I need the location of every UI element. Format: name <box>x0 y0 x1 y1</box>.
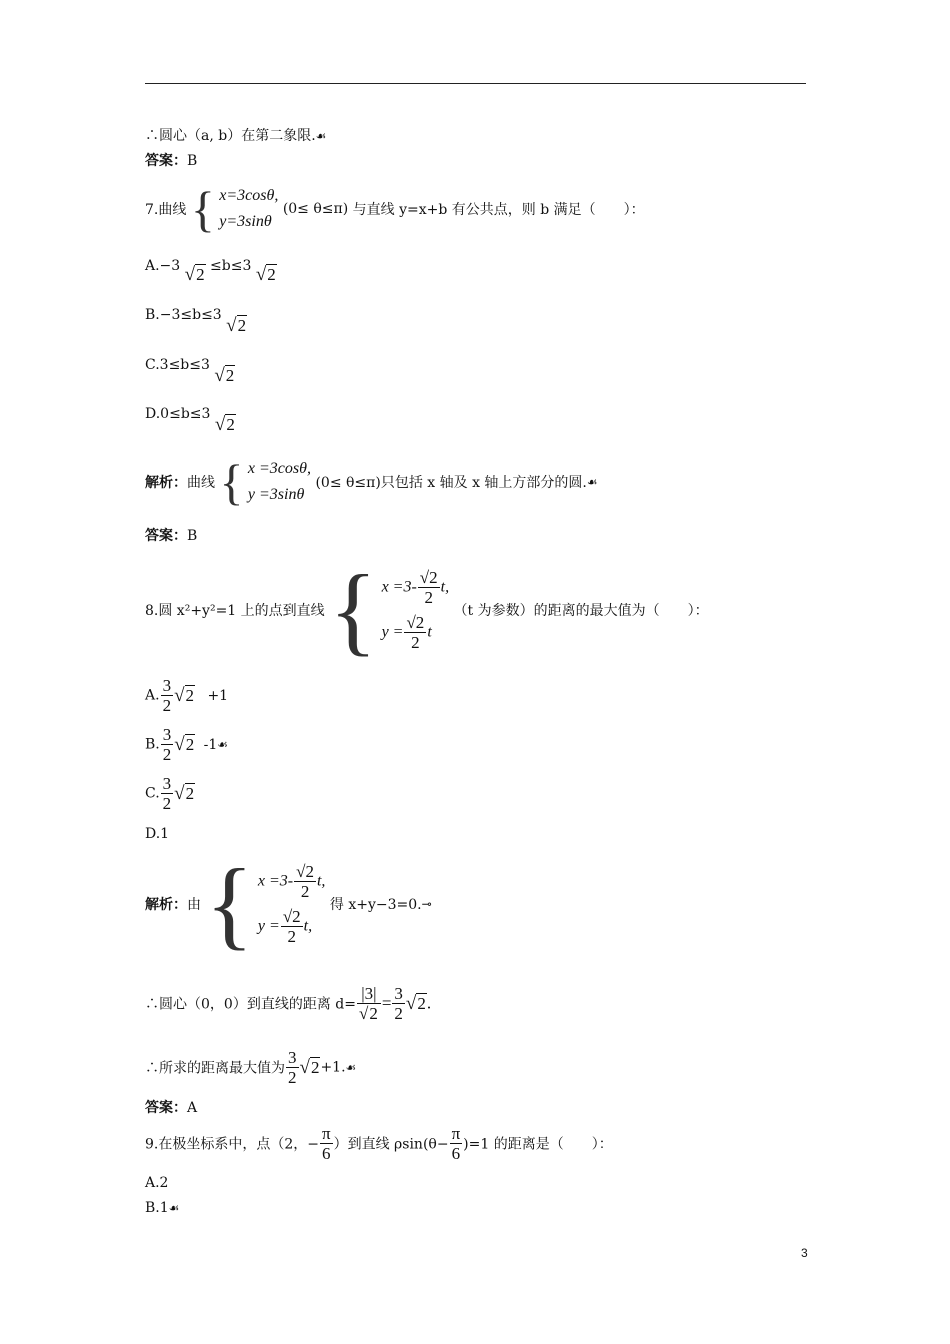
option-b: B.−3≤b≤3 √2 <box>145 307 247 336</box>
brace-icon: { <box>190 181 215 237</box>
answer-line: 答案：A <box>145 1100 198 1116</box>
distance-line: ∴圆心（0，0）到直线的距离 d= $\frac{|3|}{√2}$ = $\frac{3}{2}$ √2. <box>145 984 432 1023</box>
solution-8: 解析：由 { x =3- $\frac{√2}{2}$ t, y = $\frac{√2}{2}$ t, 得 x+y−3=0.⊸ <box>145 848 432 959</box>
solution-7: 解析：曲线 { x =3cosθ, y =3sinθ (0≤ θ≤π)只包括 x 轴及 x 轴上方部分的圆.☙ <box>145 454 598 510</box>
max-distance-line: ∴所求的距离最大值为 $\frac{3}{2}$ √2+1.☙ <box>145 1048 357 1087</box>
option-a: A. $\frac{3}{2}$ √2 +1 <box>145 676 229 715</box>
brace-icon: { <box>219 454 244 510</box>
brace-icon: { <box>329 554 378 665</box>
question-9: 9.在极坐标系中，点（2，− $\frac{\pi}{6}$ ）到直线 ρsin(θ− $\frac{\pi}{6}$ )=1 的距离是（ ）： <box>145 1124 613 1163</box>
option-b: B. $\frac{3}{2}$ √2 -1☙ <box>145 725 229 764</box>
answer-line: 答案：B <box>145 528 198 544</box>
brace-icon: { <box>205 848 254 959</box>
option-a: A.−3 √2 ≤b≤3 √2 <box>145 258 276 285</box>
question-8: 8.圆 x²+y²=1 上的点到直线 { x =3- $\frac{√2}{2}$ t, y = $\frac{√2}{2}$ t （t 为参数）的距离的最大值为（ ）： <box>145 554 709 665</box>
option-b: B.1☙ <box>145 1200 180 1216</box>
option-d: D.0≤b≤3 √2 <box>145 406 235 435</box>
text-line: ∴圆心（a, b）在第二象限.☙ <box>145 128 327 144</box>
page-number: 3 <box>801 1246 808 1260</box>
answer-line: 答案：B <box>145 153 198 169</box>
option-d: D.1 <box>145 826 170 842</box>
header-rule <box>145 83 806 84</box>
option-c: C. $\frac{3}{2}$ √2 <box>145 774 195 813</box>
option-c: C.3≤b≤3 √2 <box>145 357 235 386</box>
option-a: A.2 <box>145 1175 169 1191</box>
question-7: 7.曲线 { x=3cosθ, y=3sinθ (0≤ θ≤π) 与直线 y=x+b 有公共点，则 b 满足（ ）： <box>145 181 645 237</box>
